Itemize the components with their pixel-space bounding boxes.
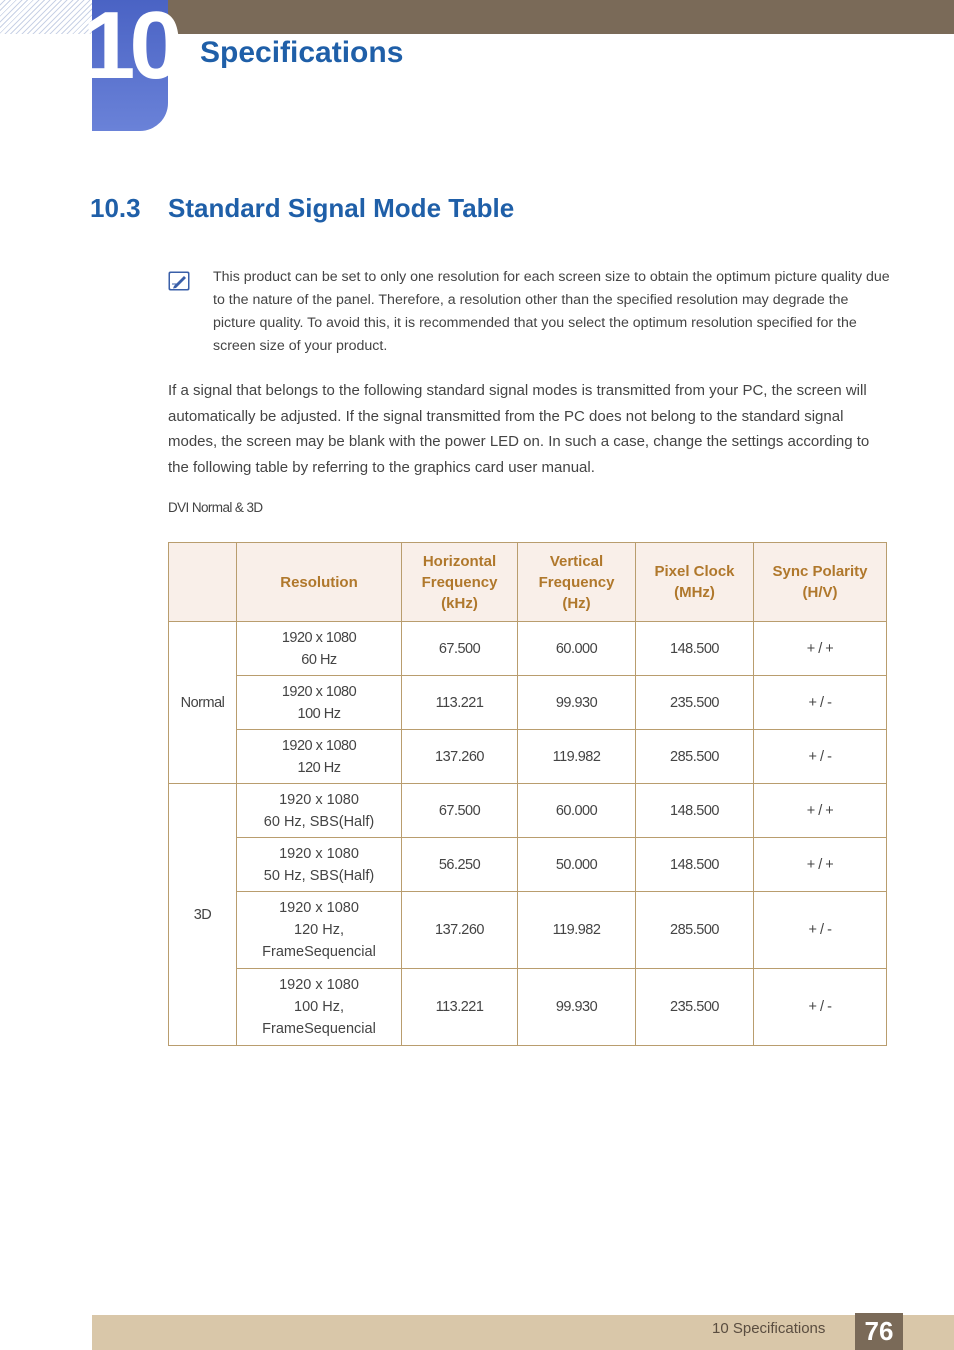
hfreq-cell: 137.260 [402, 730, 518, 784]
sync-cell: + / - [754, 892, 887, 969]
header-bar [168, 0, 954, 34]
hfreq-cell: 113.221 [402, 969, 518, 1046]
sync-cell: + / + [754, 784, 887, 838]
header-resolution: Resolution [237, 543, 402, 622]
table-header-row [169, 543, 887, 622]
sync-cell: + / - [754, 676, 887, 730]
section-heading [90, 193, 514, 224]
table-row [169, 784, 887, 838]
table-row [169, 676, 887, 730]
pclock-cell: 148.500 [636, 622, 754, 676]
header-sync-polarity: Sync Polarity (H/V) [754, 543, 887, 622]
header-horizontal-frequency: Horizontal Frequency (kHz) [402, 543, 518, 622]
corner-hatch-decoration [0, 0, 92, 34]
section-title: Standard Signal Mode Table [168, 193, 515, 223]
resolution-cell: 1920 x 1080 60 Hz, SBS(Half) [237, 784, 402, 838]
hfreq-cell: 67.500 [402, 622, 518, 676]
hfreq-cell: 67.500 [402, 784, 518, 838]
pclock-cell: 148.500 [636, 784, 754, 838]
sync-cell: + / + [754, 838, 887, 892]
page-number: 76 [855, 1313, 903, 1350]
chapter-title: Specifications [200, 36, 404, 69]
resolution-cell: 1920 x 1080 100 Hz, FrameSequencial [237, 969, 402, 1046]
resolution-cell: 1920 x 1080 60 Hz [237, 622, 402, 676]
hfreq-cell: 113.221 [402, 676, 518, 730]
group-cell-3d: 3D [169, 784, 237, 1046]
pclock-cell: 148.500 [636, 838, 754, 892]
header-group [169, 543, 237, 622]
vfreq-cell: 50.000 [518, 838, 636, 892]
vfreq-cell: 99.930 [518, 676, 636, 730]
chapter-number-block [82, 0, 177, 131]
table-caption: DVI Normal & 3D [168, 500, 263, 515]
resolution-cell: 1920 x 1080 100 Hz [237, 676, 402, 730]
pclock-cell: 235.500 [636, 676, 754, 730]
pclock-cell: 285.500 [636, 730, 754, 784]
sync-cell: + / - [754, 730, 887, 784]
signal-mode-table [168, 542, 887, 1046]
header-vertical-frequency: Vertical Frequency (Hz) [518, 543, 636, 622]
resolution-cell: 1920 x 1080 50 Hz, SBS(Half) [237, 838, 402, 892]
table-row [169, 892, 887, 969]
resolution-cell: 1920 x 1080 120 Hz [237, 730, 402, 784]
group-cell-normal: Normal [169, 622, 237, 784]
section-number: 10.3 [90, 193, 141, 223]
table-row [169, 730, 887, 784]
chapter-number: 10 [82, 0, 177, 99]
vfreq-cell: 60.000 [518, 784, 636, 838]
table-row [169, 838, 887, 892]
pclock-cell: 235.500 [636, 969, 754, 1046]
footer-chapter-label: 10 Specifications [712, 1320, 826, 1337]
body-paragraph: If a signal that belongs to the following standard signal modes is transmitted from your PC, the screen will automatically be adjusted. If the signal transmitted from the PC does not belong to the standard signal modes, the screen may be blank with the power LED on. In such a case, change the settings according to the following table by referring to the graphics card user manual. [168, 382, 870, 476]
vfreq-cell: 60.000 [518, 622, 636, 676]
note-text: This product can be set to only one resolution for each screen size to obtain the optimum picture quality due to the nature of the panel. Therefore, a resolution other than the specified resolution may degrade the picture quality. To avoid this, it is recommended that you select the optimum resolution specified for the screen size of your product. [213, 269, 890, 354]
note-pencil-icon [168, 271, 190, 291]
sync-cell: + / + [754, 622, 887, 676]
vfreq-cell: 119.982 [518, 892, 636, 969]
sync-cell: + / - [754, 969, 887, 1046]
pclock-cell: 285.500 [636, 892, 754, 969]
table-row [169, 622, 887, 676]
hfreq-cell: 137.260 [402, 892, 518, 969]
resolution-cell: 1920 x 1080 120 Hz, FrameSequencial [237, 892, 402, 969]
hfreq-cell: 56.250 [402, 838, 518, 892]
vfreq-cell: 99.930 [518, 969, 636, 1046]
header-pixel-clock: Pixel Clock (MHz) [636, 543, 754, 622]
vfreq-cell: 119.982 [518, 730, 636, 784]
table-row [169, 969, 887, 1046]
